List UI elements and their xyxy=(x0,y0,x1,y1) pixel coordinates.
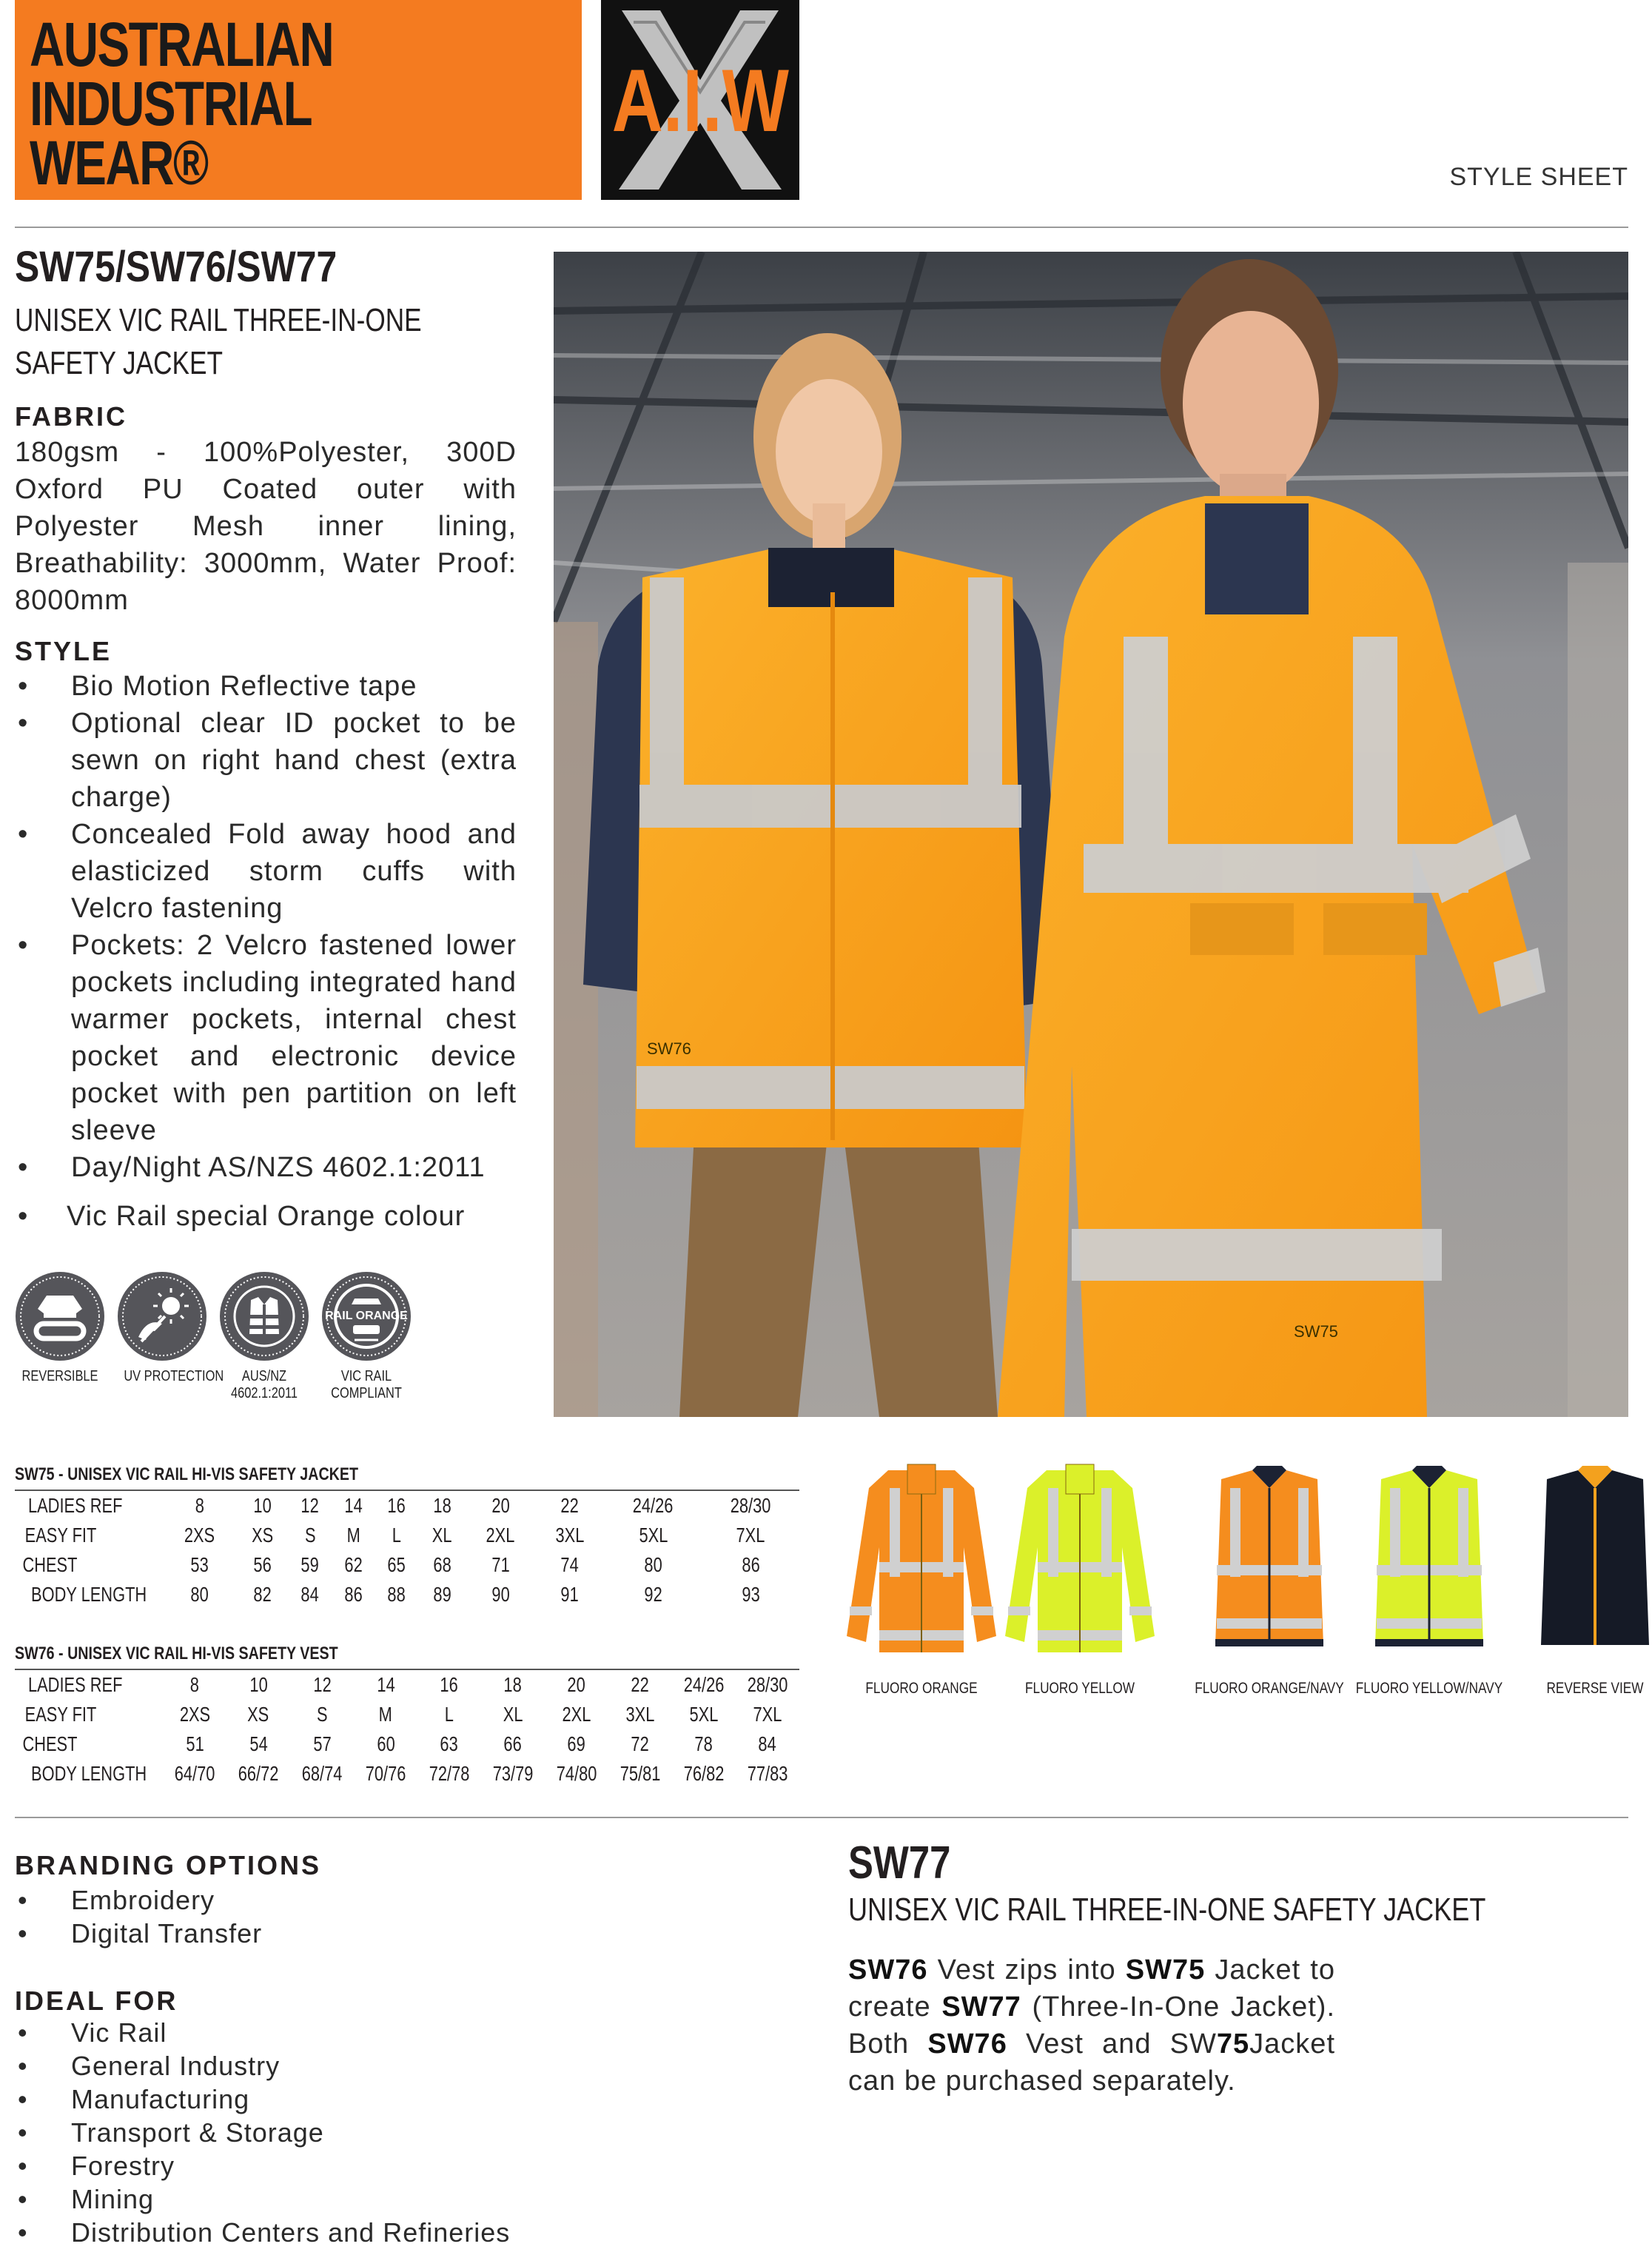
size-cell: 93 xyxy=(741,1583,760,1606)
size-cell: S xyxy=(304,1524,316,1547)
size-row-label: CHEST xyxy=(22,1732,78,1755)
size-cell: 12 xyxy=(290,1669,354,1700)
brand-line: INDUSTRIAL xyxy=(30,69,312,138)
size-cell: 66 xyxy=(503,1732,523,1755)
fabric-heading: FABRIC xyxy=(15,401,127,432)
size-cell: 2XS xyxy=(184,1524,215,1547)
badge-label: AUS/NZ xyxy=(241,1368,287,1384)
size-cell: M xyxy=(346,1524,360,1547)
product-code-inline: SW76 xyxy=(848,1954,928,1986)
product-photo xyxy=(554,252,1628,1417)
branding-heading: BRANDING OPTIONS xyxy=(15,1850,322,1880)
size-cell: 76/82 xyxy=(683,1762,725,1785)
badge-label: REVERSIBLE xyxy=(21,1368,98,1384)
size-cell: 54 xyxy=(249,1732,268,1755)
style-item: • Day/Night AS/NZS 4602.1:2011 xyxy=(15,1149,517,1186)
size-cell: 28/30 xyxy=(702,1490,799,1521)
badge-standard xyxy=(218,1272,311,1402)
ideal-for-item: • Mining xyxy=(15,2182,510,2216)
size-cell: 59 xyxy=(300,1553,320,1576)
ideal-for-heading: IDEAL FOR xyxy=(15,1986,178,2016)
size-cell: 16 xyxy=(417,1669,481,1700)
size-row xyxy=(15,1580,799,1609)
size-cell: 73/79 xyxy=(492,1762,534,1785)
size-cell: 8 xyxy=(163,1490,236,1521)
style-list xyxy=(15,668,517,1235)
size-cell: 20 xyxy=(545,1669,608,1700)
size-cell: 20 xyxy=(466,1490,536,1521)
size-cell: 62 xyxy=(344,1553,363,1576)
size-cell: 77/83 xyxy=(747,1762,788,1785)
badge-label: VIC RAIL xyxy=(340,1368,392,1384)
badge-reversible xyxy=(13,1272,107,1385)
branding-item: • Embroidery xyxy=(15,1883,262,1917)
size-row-label: EASY FIT xyxy=(24,1524,97,1547)
size-cell: L xyxy=(444,1703,454,1726)
fabric-text: 180gsm - 100%Polyester, 300D Oxford PU Coated outer with Polyester Mesh inner lining, Breathability: 3000mm, Water Proof: 8000mm xyxy=(15,437,517,616)
colour-label: FLUORO ORANGE/NAVY xyxy=(1195,1680,1344,1697)
size-cell: 18 xyxy=(418,1490,466,1521)
size-cell: S xyxy=(316,1703,328,1726)
ideal-for-item: • Vic Rail xyxy=(15,2016,510,2049)
sw77-title: UNISEX VIC RAIL THREE-IN-ONE SAFETY JACKET xyxy=(848,1892,1486,1928)
size-cell: 57 xyxy=(312,1732,332,1755)
size-cell: 74 xyxy=(560,1553,580,1576)
rail-orange-text: RAIL ORANGE xyxy=(325,1310,408,1322)
size-cell: 22 xyxy=(608,1669,672,1700)
size-cell: 72/78 xyxy=(429,1762,470,1785)
size-cell: 91 xyxy=(560,1583,580,1606)
size-cell: 66/72 xyxy=(238,1762,279,1785)
size-cell: 72 xyxy=(631,1732,650,1755)
size-cell: 18 xyxy=(481,1669,545,1700)
size-cell: 74/80 xyxy=(556,1762,597,1785)
size-cell: 2XL xyxy=(486,1524,515,1547)
colour-swatch xyxy=(1002,1458,1158,1697)
size-table-title: SW76 - UNISEX VIC RAIL HI-VIS SAFETY VEST xyxy=(15,1643,338,1663)
size-row xyxy=(15,1759,799,1789)
style-item: • Bio Motion Reflective tape xyxy=(15,668,517,705)
reversible-icon xyxy=(16,1272,104,1361)
ideal-for-item: • Forestry xyxy=(15,2149,510,2182)
size-row xyxy=(15,1669,799,1700)
uv-protection-icon xyxy=(118,1272,206,1361)
size-row-label: BODY LENGTH xyxy=(31,1762,147,1785)
sw77-description: SW76 Vest zips into SW75 Jacket to create SW77 (Three-In-One Jacket). Both SW76 Vest and SW75Jacket can be purchased separately. xyxy=(848,1954,1336,2097)
product-code-inline: SW77 xyxy=(941,1991,1021,2023)
size-cell: 88 xyxy=(387,1583,406,1606)
product-title: UNISEX VIC RAIL THREE-IN-ONE SAFETY JACKET xyxy=(15,302,422,381)
size-cell: 60 xyxy=(376,1732,395,1755)
size-cell: 80 xyxy=(190,1583,209,1606)
sw77-code: SW77 xyxy=(848,1837,951,1889)
size-row-label: LADIES REF xyxy=(15,1669,163,1700)
size-cell: M xyxy=(378,1703,393,1726)
style-item: • Concealed Fold away hood and elasticized storm cuffs with Velcro fastening xyxy=(15,816,517,927)
size-row-label: BODY LENGTH xyxy=(31,1583,147,1606)
product-code-inline: SW75 xyxy=(1125,1954,1206,1986)
size-cell: 7XL xyxy=(753,1703,782,1726)
aiw-logo xyxy=(601,0,799,200)
badge-uv-protection xyxy=(115,1272,224,1385)
size-cell: 84 xyxy=(758,1732,777,1755)
badge-label: UV PROTECTION xyxy=(124,1368,224,1384)
size-cell: 5XL xyxy=(689,1703,719,1726)
colour-swatch xyxy=(1352,1458,1507,1697)
ideal-for-item: • Transport & Storage xyxy=(15,2116,510,2149)
colour-label: FLUORO YELLOW xyxy=(1024,1680,1135,1697)
style-item: • Vic Rail special Orange colour xyxy=(15,1198,517,1235)
size-table-sw76 xyxy=(15,1669,799,1789)
size-cell: 71 xyxy=(491,1553,510,1576)
size-cell: 14 xyxy=(354,1669,417,1700)
ideal-for-item: • General Industry xyxy=(15,2049,510,2083)
badge-label: COMPLIANT xyxy=(331,1385,402,1401)
product-code-inline: SW76 xyxy=(927,2028,1007,2060)
branding-item: • Digital Transfer xyxy=(15,1917,262,1950)
size-cell: 84 xyxy=(300,1583,320,1606)
size-row-label: LADIES REF xyxy=(15,1490,163,1521)
size-cell: L xyxy=(392,1524,402,1547)
size-cell: 3XL xyxy=(555,1524,585,1547)
logo-text: A.I.W xyxy=(611,50,789,150)
header-divider xyxy=(15,227,1628,228)
size-cell: 12 xyxy=(289,1490,332,1521)
size-row-label: EASY FIT xyxy=(24,1703,97,1726)
size-cell: 65 xyxy=(387,1553,406,1576)
size-row xyxy=(15,1550,799,1580)
size-cell: 63 xyxy=(440,1732,459,1755)
size-cell: 28/30 xyxy=(736,1669,799,1700)
vest-image xyxy=(1192,1458,1347,1658)
size-table-sw75 xyxy=(15,1490,799,1609)
jacket-image xyxy=(844,1458,999,1658)
size-cell: XL xyxy=(503,1703,523,1726)
size-cell: 51 xyxy=(186,1732,204,1755)
size-row-label: CHEST xyxy=(22,1553,78,1576)
size-cell: 24/26 xyxy=(672,1669,736,1700)
size-cell: 53 xyxy=(190,1553,209,1576)
size-cell: 86 xyxy=(741,1553,760,1576)
size-cell: 56 xyxy=(253,1553,272,1576)
size-cell: 24/26 xyxy=(605,1490,702,1521)
badge-vic-rail xyxy=(320,1272,413,1402)
size-table-title: SW75 - UNISEX VIC RAIL HI-VIS SAFETY JACKET xyxy=(15,1464,359,1484)
colour-label: FLUORO ORANGE xyxy=(865,1680,978,1697)
size-cell: 70/76 xyxy=(365,1762,406,1785)
size-cell: 7XL xyxy=(736,1524,765,1547)
size-cell: 10 xyxy=(237,1490,289,1521)
ideal-for-list xyxy=(15,2016,510,2249)
size-cell: 22 xyxy=(535,1490,605,1521)
size-cell: 14 xyxy=(332,1490,375,1521)
size-cell: 2XL xyxy=(562,1703,591,1726)
badge-label: 4602.1:2011 xyxy=(231,1385,298,1401)
size-cell: 8 xyxy=(163,1669,226,1700)
size-cell: 64/70 xyxy=(174,1762,215,1785)
size-cell: 90 xyxy=(491,1583,510,1606)
brand-line: AUSTRALIAN xyxy=(30,10,334,79)
section-divider xyxy=(15,1817,1628,1818)
size-cell: 2XS xyxy=(179,1703,210,1726)
size-cell: 10 xyxy=(226,1669,290,1700)
reverse-vest-image xyxy=(1517,1458,1652,1658)
ideal-for-item: • Distribution Centers and Refineries xyxy=(15,2216,510,2249)
brand-line: WEAR® xyxy=(30,128,208,198)
photo-label-sw76: SW76 xyxy=(647,1039,691,1058)
size-cell: 86 xyxy=(344,1583,363,1606)
size-cell: 16 xyxy=(375,1490,419,1521)
colour-swatch xyxy=(1517,1458,1652,1697)
product-code-inline: 75 xyxy=(1216,2028,1250,2060)
size-cell: 82 xyxy=(253,1583,272,1606)
size-cell: 69 xyxy=(567,1732,586,1755)
brand-name xyxy=(30,10,434,198)
size-cell: 78 xyxy=(694,1732,713,1755)
size-row xyxy=(15,1700,799,1729)
colour-label: REVERSE VIEW xyxy=(1546,1680,1644,1697)
style-heading: STYLE xyxy=(15,636,113,666)
size-row xyxy=(15,1521,799,1550)
jacket-image xyxy=(1002,1458,1158,1658)
rail-orange-icon xyxy=(322,1272,411,1361)
size-cell: 3XL xyxy=(625,1703,655,1726)
size-row xyxy=(15,1490,799,1521)
branding-list xyxy=(15,1883,262,1950)
doc-type-label: STYLE SHEET xyxy=(1449,163,1628,191)
size-cell: XS xyxy=(247,1703,269,1726)
colour-label: FLUORO YELLOW/NAVY xyxy=(1355,1680,1503,1697)
ideal-for-item: • Manufacturing xyxy=(15,2083,510,2116)
photo-label-sw75: SW75 xyxy=(1294,1322,1338,1341)
colour-swatch xyxy=(1192,1458,1347,1697)
vest-image xyxy=(1352,1458,1507,1658)
style-item: • Pockets: 2 Velcro fastened lower pockets including integrated hand warmer pockets, internal chest pocket and electronic device pocket with pen partition on left sleeve xyxy=(15,927,517,1149)
size-cell: 68 xyxy=(433,1553,451,1576)
vest-standard-icon xyxy=(220,1272,309,1361)
size-cell: 68/74 xyxy=(301,1762,343,1785)
size-cell: 80 xyxy=(644,1553,662,1576)
size-cell: 75/81 xyxy=(620,1762,661,1785)
size-row xyxy=(15,1729,799,1759)
size-cell: 5XL xyxy=(639,1524,668,1547)
size-cell: 92 xyxy=(644,1583,662,1606)
size-cell: XL xyxy=(432,1524,452,1547)
style-item: • Optional clear ID pocket to be sewn on right hand chest (extra charge) xyxy=(15,705,517,816)
colour-swatch xyxy=(844,1458,999,1697)
size-cell: XS xyxy=(252,1524,274,1547)
size-cell: 89 xyxy=(433,1583,451,1606)
product-code: SW75/SW76/SW77 xyxy=(15,243,338,291)
